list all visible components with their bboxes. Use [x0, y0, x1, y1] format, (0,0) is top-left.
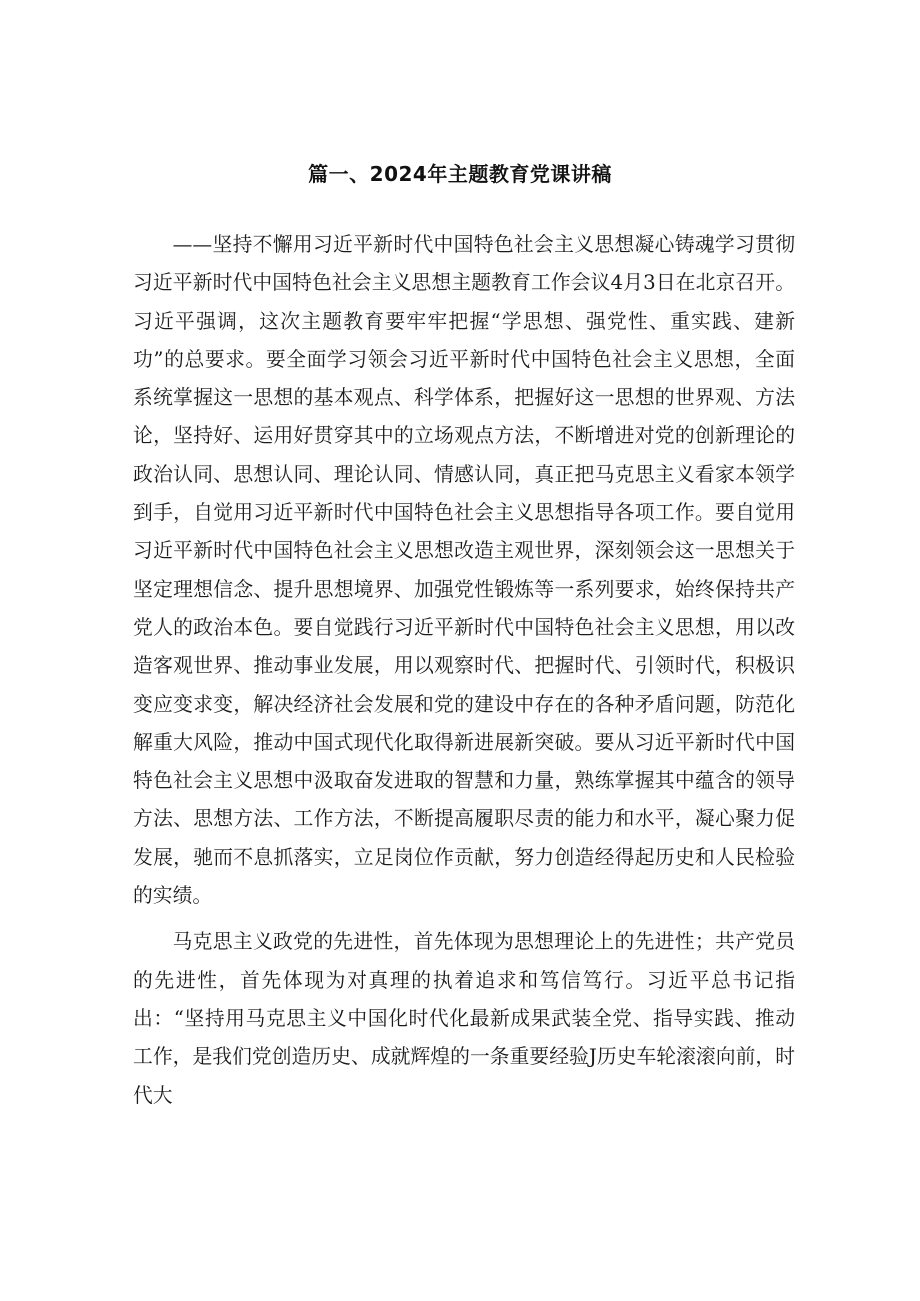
document-body	[133, 226, 795, 1115]
paragraph-1: ——坚持不懈用习近平新时代中国特色社会主义思想凝心铸魂学习贯彻习近平新时代中国特色社会主义思想主题教育工作会议4月3日在北京召开。习近平强调，这次主题教育要牢牢把握“学思想、强党性、重实践、建新功”的总要求。要全面学习领会习近平新时代中国特色社会主义思想，全面系统掌握这一思想的基本观点、科学体系，把握好这一思想的世界观、方法论，坚持好、运用好贯穿其中的立场观点方法，不断增进对党的创新理论的政治认同、思想认同、理论认同、情感认同，真正把马克思主义看家本领学到手，自觉用习近平新时代中国特色社会主义思想指导各项工作。要自觉用习近平新时代中国特色社会主义思想改造主观世界，深刻领会这一思想关于坚定理想信念、提升思想境界、加强党性锻炼等一系列要求，始终保持共产党人的政治本色。要自觉践行习近平新时代中国特色社会主义思想，用以改造客观世界、推动事业发展，用以观察时代、把握时代、引领时代，积极识变应变求变，解决经济社会发展和党的建设中存在的各种矛盾问题，防范化解重大风险，推动中国式现代化取得新进展新突破。要从习近平新时代中国特色社会主义思想中汲取奋发进取的智慧和力量，熟练掌握其中蕴含的领导方法、思想方法、工作方法，不断提高履职尽责的能力和水平，凝心聚力促发展，驰而不息抓落实，立足岗位作贡献，努力创造经得起历史和人民检验的实绩。	[133, 233, 795, 908]
paragraph-2: 马克思主义政党的先进性，首先体现为思想理论上的先进性；共产党员的先进性，首先体现为对真理的执着追求和笃信笃行。习近平总书记指出：“坚持用马克思主义中国化时代化最新成果武装全党、指导实践、推动工作，是我们党创造历史、成就辉煌的一条重要经验J历史车轮滚滚向前，时代大	[133, 930, 795, 1107]
document-title: 篇一、2024年主题教育党课讲稿	[308, 162, 612, 186]
